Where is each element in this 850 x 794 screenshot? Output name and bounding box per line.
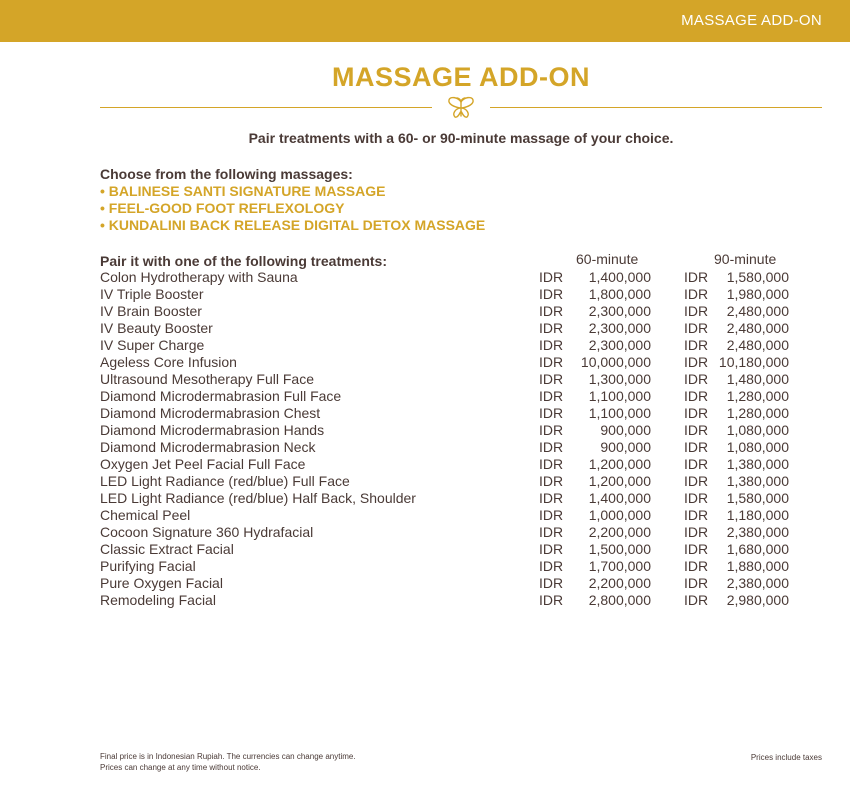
price-60: 900,000 (600, 422, 651, 438)
currency-90: IDR (684, 405, 709, 421)
price-60: 1,200,000 (588, 473, 651, 489)
treatment-name: IV Beauty Booster (100, 320, 213, 336)
table-row (100, 592, 800, 609)
currency-60: IDR (539, 575, 564, 591)
price-90: 2,380,000 (726, 575, 789, 591)
price-60: 2,300,000 (588, 320, 651, 336)
price-90: 1,280,000 (726, 405, 789, 421)
price-90: 10,180,000 (718, 354, 789, 370)
price-90: 1,380,000 (726, 473, 789, 489)
currency-90: IDR (684, 439, 709, 455)
treatment-name: Oxygen Jet Peel Facial Full Face (100, 456, 306, 472)
massages-heading: Choose from the following massages: (100, 166, 353, 182)
price-90: 1,480,000 (726, 371, 789, 387)
treatment-name: Diamond Microdermabrasion Full Face (100, 388, 342, 404)
currency-90: IDR (684, 320, 709, 336)
massage-item: • FEEL-GOOD FOOT REFLEXOLOGY (100, 200, 345, 216)
currency-90: IDR (684, 388, 709, 404)
treatment-name: LED Light Radiance (red/blue) Half Back, Shoulder (100, 490, 416, 506)
header-bar (0, 0, 850, 42)
footnote-line: Final price is in Indonesian Rupiah. The currencies can change anytime. (100, 752, 356, 761)
treatment-name: Cocoon Signature 360 Hydrafacial (100, 524, 314, 540)
price-90: 1,080,000 (726, 422, 789, 438)
currency-60: IDR (539, 507, 564, 523)
table-row (100, 354, 800, 371)
price-90: 1,980,000 (726, 286, 789, 302)
treatment-name: Colon Hydrotherapy with Sauna (100, 269, 298, 285)
massage-item: • BALINESE SANTI SIGNATURE MASSAGE (100, 183, 386, 199)
table-row (100, 456, 800, 473)
currency-90: IDR (684, 524, 709, 540)
treatment-name: Classic Extract Facial (100, 541, 234, 557)
currency-90: IDR (684, 422, 709, 438)
price-90: 1,380,000 (726, 456, 789, 472)
treatment-name: LED Light Radiance (red/blue) Full Face (100, 473, 350, 489)
currency-60: IDR (539, 303, 564, 319)
currency-90: IDR (684, 286, 709, 302)
butterfly-ornament-icon (446, 96, 476, 120)
currency-60: IDR (539, 422, 564, 438)
header-title: MASSAGE ADD-ON (681, 12, 822, 29)
price-60: 2,300,000 (588, 337, 651, 353)
price-60: 1,700,000 (588, 558, 651, 574)
currency-60: IDR (539, 490, 564, 506)
massage-list (100, 183, 485, 234)
treatment-name: IV Super Charge (100, 337, 205, 353)
price-90: 1,280,000 (726, 388, 789, 404)
price-90: 1,580,000 (726, 490, 789, 506)
currency-60: IDR (539, 286, 564, 302)
table-row (100, 269, 800, 286)
table-row (100, 558, 800, 575)
column-header-90: 90-minute (714, 251, 777, 267)
table-row (100, 473, 800, 490)
treatment-name: Pure Oxygen Facial (100, 575, 223, 591)
price-90: 1,580,000 (726, 269, 789, 285)
table-row (100, 422, 800, 439)
page-title: MASSAGE ADD-ON (331, 62, 590, 92)
currency-60: IDR (539, 592, 564, 608)
currency-90: IDR (684, 558, 709, 574)
price-60: 2,300,000 (588, 303, 651, 319)
table-row (100, 371, 800, 388)
price-60: 1,000,000 (588, 507, 651, 523)
table-row (100, 490, 800, 507)
price-60: 1,400,000 (588, 490, 651, 506)
currency-60: IDR (539, 320, 564, 336)
currency-90: IDR (684, 592, 709, 608)
price-90: 1,880,000 (726, 558, 789, 574)
treatment-name: Ultrasound Mesotherapy Full Face (100, 371, 314, 387)
currency-90: IDR (684, 371, 709, 387)
treatment-name: Diamond Microdermabrasion Hands (100, 422, 325, 438)
currency-60: IDR (539, 371, 564, 387)
currency-90: IDR (684, 269, 709, 285)
currency-60: IDR (539, 558, 564, 574)
table-row (100, 405, 800, 422)
price-60: 1,500,000 (588, 541, 651, 557)
treatments-heading: Pair it with one of the following treatments: (100, 253, 388, 269)
treatment-name: Purifying Facial (100, 558, 196, 574)
currency-90: IDR (684, 473, 709, 489)
price-90: 2,480,000 (726, 320, 789, 336)
price-60: 900,000 (600, 439, 651, 455)
treatment-name: Diamond Microdermabrasion Neck (100, 439, 316, 455)
currency-60: IDR (539, 473, 564, 489)
treatment-name: Diamond Microdermabrasion Chest (100, 405, 321, 421)
price-90: 1,680,000 (726, 541, 789, 557)
intro-text: Pair treatments with a 60- or 90-minute massage of your choice. (248, 130, 674, 146)
treatment-price-table (100, 269, 800, 609)
table-row (100, 575, 800, 592)
price-60: 2,800,000 (588, 592, 651, 608)
currency-60: IDR (539, 439, 564, 455)
price-60: 2,200,000 (588, 524, 651, 540)
currency-60: IDR (539, 541, 564, 557)
currency-90: IDR (684, 354, 709, 370)
table-row (100, 439, 800, 456)
currency-60: IDR (539, 269, 564, 285)
currency-90: IDR (684, 490, 709, 506)
price-60: 1,400,000 (588, 269, 651, 285)
table-row (100, 541, 800, 558)
taxes-note: Prices include taxes (750, 753, 822, 762)
price-60: 10,000,000 (580, 354, 651, 370)
treatment-name: IV Triple Booster (100, 286, 204, 302)
price-90: 2,380,000 (726, 524, 789, 540)
price-90: 2,480,000 (726, 303, 789, 319)
price-90: 1,080,000 (726, 439, 789, 455)
price-60: 1,100,000 (588, 388, 651, 404)
currency-90: IDR (684, 303, 709, 319)
price-60: 1,300,000 (588, 371, 651, 387)
treatment-name: IV Brain Booster (100, 303, 202, 319)
currency-90: IDR (684, 541, 709, 557)
massage-item: • KUNDALINI BACK RELEASE DIGITAL DETOX MASSAGE (100, 217, 486, 233)
price-90: 1,180,000 (726, 507, 789, 523)
treatment-name: Remodeling Facial (100, 592, 216, 608)
footnote (100, 751, 356, 773)
table-row (100, 320, 800, 337)
currency-90: IDR (684, 507, 709, 523)
currency-90: IDR (684, 575, 709, 591)
currency-60: IDR (539, 524, 564, 540)
table-row (100, 507, 800, 524)
currency-90: IDR (684, 456, 709, 472)
title-divider-right (490, 107, 822, 108)
price-60: 1,100,000 (588, 405, 651, 421)
price-60: 1,200,000 (588, 456, 651, 472)
title-divider-left (100, 107, 432, 108)
currency-60: IDR (539, 337, 564, 353)
currency-60: IDR (539, 354, 564, 370)
price-60: 1,800,000 (588, 286, 651, 302)
table-row (100, 388, 800, 405)
treatment-name: Ageless Core Infusion (100, 354, 237, 370)
table-row (100, 286, 800, 303)
currency-90: IDR (684, 337, 709, 353)
table-row (100, 524, 800, 541)
currency-60: IDR (539, 456, 564, 472)
currency-60: IDR (539, 388, 564, 404)
currency-60: IDR (539, 405, 564, 421)
table-row (100, 303, 800, 320)
price-90: 2,480,000 (726, 337, 789, 353)
treatment-name: Chemical Peel (100, 507, 191, 523)
column-header-60: 60-minute (576, 251, 639, 267)
table-row (100, 337, 800, 354)
footnote-line: Prices can change at any time without notice. (100, 763, 261, 772)
price-60: 2,200,000 (588, 575, 651, 591)
price-90: 2,980,000 (726, 592, 789, 608)
